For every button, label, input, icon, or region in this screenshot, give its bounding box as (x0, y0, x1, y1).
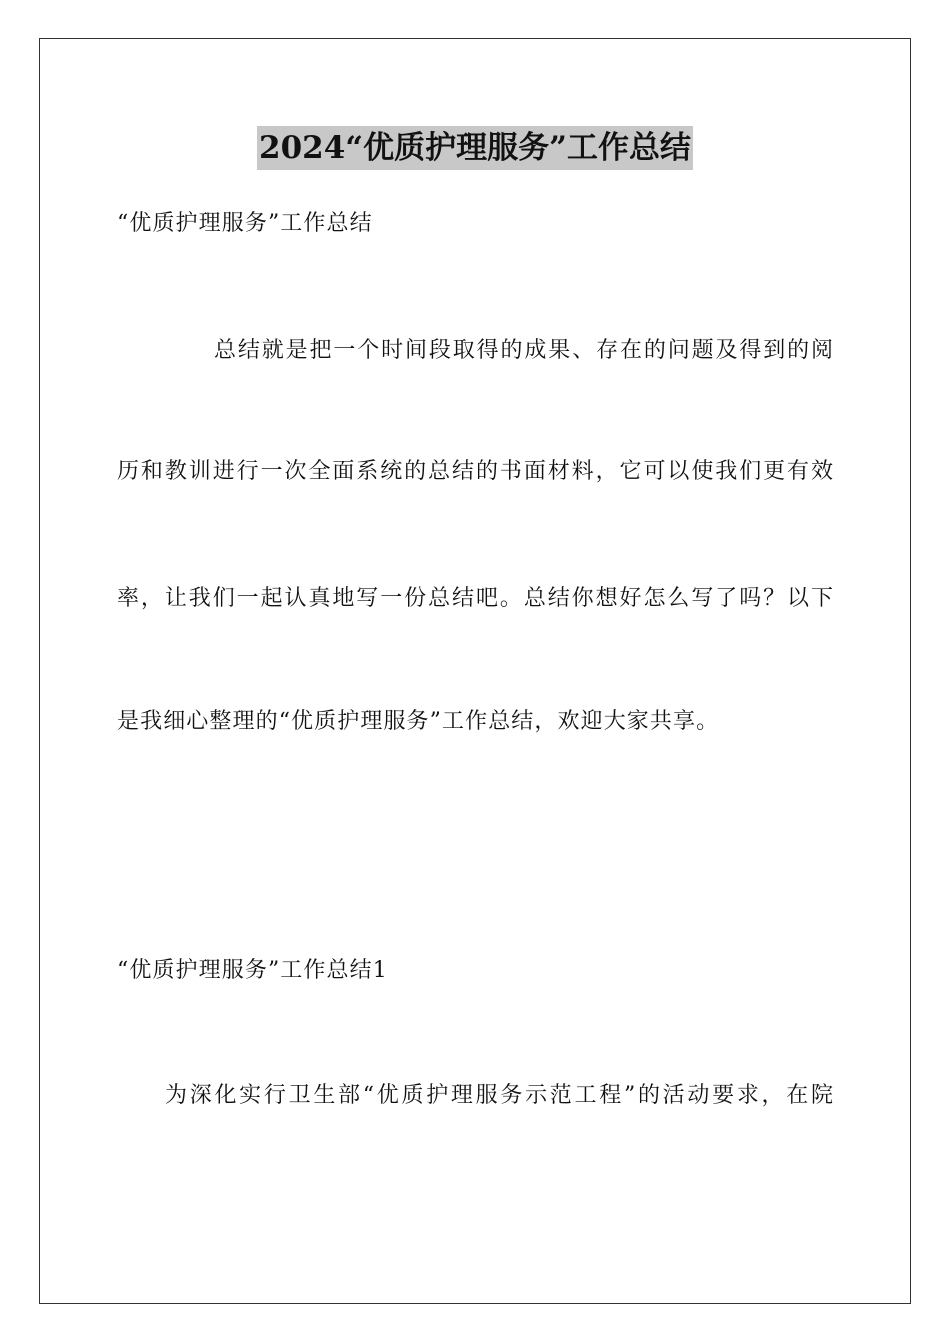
intro-line-1: 总结就是把一个时间段取得的成果、存在的问题及得到的阅 (214, 338, 833, 363)
document-title: 2024“优质护理服务”工作总结 (257, 126, 693, 170)
document-subtitle: “优质护理服务”工作总结 (117, 211, 373, 236)
section-heading: “优质护理服务”工作总结1 (117, 958, 388, 983)
document-title-wrap (0, 126, 950, 170)
intro-line-4: 是我细心整理的“优质护理服务”工作总结，欢迎大家共享。 (117, 709, 720, 734)
intro-line-2: 历和教训进行一次全面系统的总结的书面材料，它可以使我们更有效 (117, 459, 833, 484)
section-line-1: 为深化实行卫生部“优质护理服务示范工程”的活动要求，在院 (165, 1083, 833, 1108)
intro-line-3: 率，让我们一起认真地写一份总结吧。总结你想好怎么写了吗？以下 (117, 586, 833, 611)
